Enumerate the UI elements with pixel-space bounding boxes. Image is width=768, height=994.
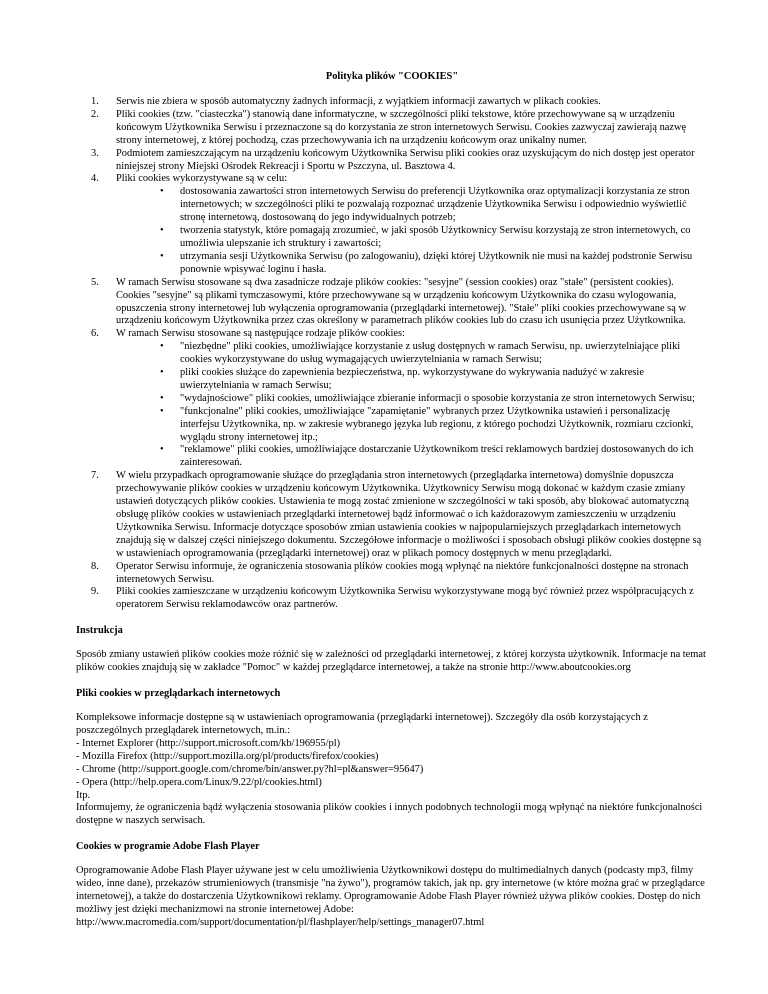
section-paragraph: Sposób zmiany ustawień plików cookies może różnić się w zależności od przeglądarki internetowej, z której korzysta użytkownik. Informacje na temat plików cookies znajdują się w zakładce "Pomoc" w każdej przeglądarce internetowej, a także na stronie http://www.aboutcookies.org: [76, 649, 706, 674]
list-item: [76, 148, 708, 174]
bullet-item: [116, 367, 708, 393]
list-item: [76, 470, 708, 560]
section-heading: Cookies w programie Adobe Flash Player: [76, 841, 260, 853]
browser-link-line: - Chrome (http://support.google.com/chrome/bin/answer.py?hl=pl&answer=95647): [76, 763, 424, 775]
section-flash: [76, 840, 708, 930]
bullet-item: [116, 406, 708, 445]
bullet-icon: •: [160, 405, 164, 417]
flash-settings-url: http://www.macromedia.com/support/documentation/pl/flashplayer/help/settings_manager07.html: [76, 916, 485, 928]
bullet-list: [116, 186, 708, 276]
bullet-item: [116, 444, 708, 470]
item-number: 1.: [91, 96, 99, 107]
list-item: [76, 109, 708, 148]
item-text: Operator Serwisu informuje, że ograniczenia stosowania plików cookies mogą wpłynąć na niektóre funkcjonalności dostępne na stronach internetowych Serwisu.: [116, 560, 689, 585]
list-item: [76, 96, 708, 109]
browser-link-line: - Mozilla Firefox (http://support.mozilla.org/pl/products/firefox/cookies): [76, 750, 379, 762]
bullet-text: utrzymania sesji Użytkownika Serwisu (po zalogowaniu), dzięki której Użytkownik nie musi na każdej podstronie Serwisu ponownie wpisywać loginu i hasła.: [180, 250, 693, 275]
bullet-icon: •: [160, 392, 164, 404]
bullet-icon: •: [160, 225, 164, 237]
section-heading: Instrukcja: [76, 625, 123, 637]
item-number: 3.: [91, 147, 99, 159]
bullet-item: [116, 341, 708, 367]
item-text: Podmiotem zamieszczającym na urządzeniu końcowym Użytkownika Serwisu pliki cookies oraz uzyskującym do nich dostęp jest operator niniejszej strony Miejski Ośrodek Rekreacji i Sportu w Pszczyna, ul. Basztowa 4.: [116, 147, 695, 172]
bullet-item: [116, 251, 708, 277]
section-paragraph: Kompleksowe informacje dostępne są w ustawieniach oprogramowania (przeglądarki internetowej). Szczegóły dla osób korzystających z poszczególnych przeglądarek internetowych, m.in.:: [76, 712, 648, 736]
list-item: [76, 277, 708, 329]
item-number: 2.: [91, 108, 99, 120]
section-browsers: [76, 687, 708, 828]
item-text: W ramach Serwisu stosowane są dwa zasadnicze rodzaje plików cookies: "sesyjne" (session cookies) oraz "stałe" (persistent cookies). Cookies "sesyjne" są plikami tymczasowymi, które przechowywane są w urządzeniu końcowym Użytkownika do czasu wylogowania, opuszczenia strony internetowej lub wyłączenia oprogramowania (przeglądarki internetowej). "Stałe" pliki cookies przechowywane są w urządzeniu końcowym Użytkownika przez czas określony w parametrach plików cookies lub do czasu ich usunięcia przez Użytkownika.: [116, 276, 686, 327]
bullet-text: "niezbędne" pliki cookies, umożliwiające korzystanie z usług dostępnych w ramach Serwisu, np. uwierzytelniające pliki cookies wykorzystywane do usług wymagających uwierzytelniania w ramach Serwisu;: [180, 341, 681, 366]
bullet-item: [116, 225, 708, 251]
item-text: Serwis nie zbiera w sposób automatyczny żadnych informacji, z wyjątkiem informacji zawartych w plikach cookies.: [116, 96, 601, 107]
bullet-text: "wydajnościowe" pliki cookies, umożliwiające zbieranie informacji o sposobie korzystania ze stron internetowych Serwisu;: [180, 392, 695, 404]
list-item: [76, 561, 708, 587]
document-title: Polityka plików "COOKIES": [325, 71, 459, 82]
bullet-icon: •: [160, 250, 164, 262]
bullet-item: [116, 393, 708, 406]
item-text: Pliki cookies (tzw. "ciasteczka") stanowią dane informatyczne, w szczególności pliki tekstowe, które przechowywane są w urządzeniu końcowym Użytkownika Serwisu i przeznaczone są do korzystania ze stron internetowych Serwisu. Cookies zazwyczaj zawierają nazwę strony internetowej, z której pochodzą, czas przechowywania ich na urządzeniu końcowym oraz unikalny numer.: [116, 108, 687, 146]
browser-link-line: - Opera (http://help.opera.com/Linux/9.22/pl/cookies.html): [76, 776, 322, 788]
bullet-text: dostosowania zawartości stron internetowych Serwisu do preferencji Użytkownika oraz optymalizacji korzystania ze stron internetowych; w szczególności pliki te pozwalają rozpoznać urządzenie Użytkownika Serwisu i odpowiednio wyświetlić stronę internetową, dostosowaną do jego indywidualnych potrzeb;: [180, 186, 690, 224]
browser-link-line: - Internet Explorer (http://support.microsoft.com/kb/196955/pl): [76, 737, 341, 749]
item-number: 6.: [91, 328, 99, 340]
section-paragraph: Itp.: [76, 789, 91, 801]
item-number: 7.: [91, 470, 99, 482]
bullet-list: [116, 341, 708, 470]
policy-list: [76, 96, 708, 612]
item-text: Pliki cookies zamieszczane w urządzeniu końcowym Użytkownika Serwisu wykorzystywane mogą być również przez współpracujących z operatorem Serwisu reklamodawców oraz partnerów.: [116, 586, 694, 611]
section-heading: Pliki cookies w przeglądarkach internetowych: [76, 688, 281, 700]
section-instrukcja: [76, 624, 708, 675]
item-number: 4.: [91, 173, 99, 185]
list-item: [76, 173, 708, 276]
item-text: W ramach Serwisu stosowane są następujące rodzaje plików cookies:: [116, 328, 405, 340]
list-item: [76, 328, 708, 470]
item-text: W wielu przypadkach oprogramowanie służące do przeglądania stron internetowych (przeglądarka internetowa) domyślnie dopuszcza przechowywanie plików cookies w urządzeniu końcowym Użytkownika. Użytkownicy Serwisu mogą dokonać w każdym czasie zmiany ustawień dotyczących plików cookies. Ustawienia te mogą zostać zmienione w szczególności w taki sposób, aby blokować automatyczną obsługę plików cookies w ustawieniach przeglądarki internetowej bądź informować o ich każdorazowym zamieszczeniu w urządzeniu Użytkownika Serwisu. Informacje dotyczące sposobów zmian ustawienia cookies w najpopularniejszych przeglądarkach internetowych znajdują się w dalszej części niniejszego dokumentu. Szczegółowe informacje o możliwości i sposobach obsługi plików cookies dostępne są w ustawieniach oprogramowania (przeglądarki internetowej) oraz w plikach pomocy dostępnych w menu przeglądarki.: [116, 470, 702, 559]
item-text: Pliki cookies wykorzystywane są w celu:: [116, 173, 288, 185]
bullet-text: tworzenia statystyk, które pomagają zrozumieć, w jaki sposób Użytkownicy Serwisu korzystają ze stron internetowych, co umożliwia ulepszanie ich struktury i zawartości;: [180, 225, 691, 249]
bullet-icon: •: [160, 444, 164, 456]
list-item: [76, 586, 708, 612]
item-number: 9.: [91, 586, 99, 598]
bullet-icon: •: [160, 367, 164, 379]
bullet-icon: •: [160, 186, 164, 198]
bullet-icon: •: [160, 341, 164, 353]
section-paragraph: Oprogramowanie Adobe Flash Player używane jest w celu umożliwienia Użytkownikowi dostępu do multimedialnych danych (podcasty mp3, filmy wideo, inne dane), przekazów strumieniowych (transmisje "na żywo"), programów takich, jak np. gry internetowe (w które można grać w przeglądarce internetowej), a także do dostarczenia Użytkownikowi reklamy. Oprogramowanie Adobe Flash Player również używa plików cookies. Dostęp do nich możliwy jest dzięki mechanizmowi na stronie internetowej Adobe:: [76, 865, 705, 915]
bullet-text: "funkcjonalne" pliki cookies, umożliwiające "zapamiętanie" wybranych przez Użytkownika ustawień i personalizację interfejsu Użytkownika, np. w zakresie wybranego języka lub regionu, z którego pochodzi Użytkownik, rozmiaru czcionki, wyglądu strony internetowej itp.;: [180, 405, 694, 443]
bullet-text: pliki cookies służące do zapewnienia bezpieczeństwa, np. wykorzystywane do wykrywania nadużyć w zakresie uwierzytelniania w ramach Serwisu;: [180, 367, 644, 391]
item-number: 5.: [91, 276, 99, 288]
item-number: 8.: [91, 560, 99, 572]
section-paragraph: Informujemy, że ograniczenia bądź wyłączenia stosowania plików cookies i innych podobnych technologii mogą wpłynąć na niektóre funkcjonalności dostępne w naszych serwisach.: [76, 802, 703, 827]
bullet-text: "reklamowe" pliki cookies, umożliwiające dostarczanie Użytkownikom treści reklamowych bardziej dostosowanych do ich zainteresowań.: [180, 444, 694, 469]
bullet-item: [116, 186, 708, 225]
